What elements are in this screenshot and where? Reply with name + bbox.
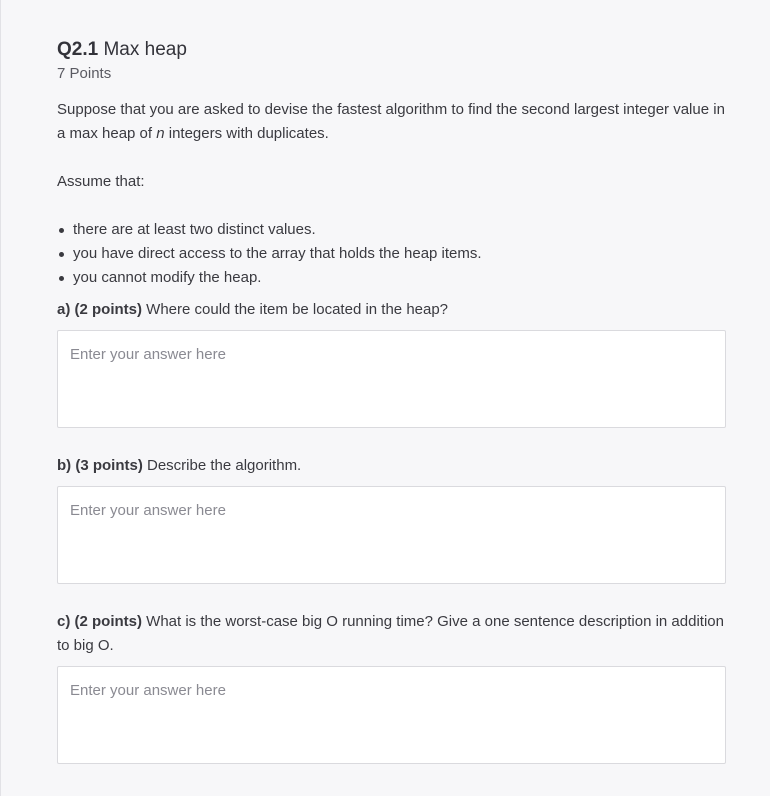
- intro-text-start: Suppose that you are asked to devise the fastest algorithm to find the second largest integer value in a max heap of: [57, 101, 725, 142]
- question-title: [57, 36, 726, 64]
- list-item: [73, 266, 726, 290]
- list-item: [73, 218, 726, 242]
- part-c-prompt-text: What is the worst-case big O running time? Give a one sentence description in addition to big O.: [57, 613, 724, 654]
- assume-label: Assume that:: [57, 173, 145, 190]
- part-a-prompt: [57, 298, 726, 322]
- question-title-text: Max heap: [103, 39, 187, 60]
- bullet-icon: [59, 252, 64, 257]
- part-c: [57, 610, 726, 764]
- part-b-label: b) (3 points): [57, 457, 143, 474]
- part-b: [57, 454, 726, 584]
- bullet-icon: [59, 228, 64, 233]
- part-a-answer-input[interactable]: [57, 330, 726, 428]
- part-a-label: a) (2 points): [57, 301, 142, 318]
- part-c-answer-input[interactable]: [57, 666, 726, 764]
- part-a: [57, 298, 726, 428]
- part-a-prompt-text: Where could the item be located in the heap?: [142, 301, 449, 318]
- intro-text-end: integers with duplicates.: [164, 125, 329, 142]
- assumptions-list: [57, 218, 726, 290]
- question-intro: [57, 98, 726, 146]
- question-panel: [57, 36, 726, 764]
- question-points: 7 Points: [57, 65, 112, 82]
- part-b-prompt-text: Describe the algorithm.: [142, 457, 302, 474]
- list-item-text: you have direct access to the array that holds the heap items.: [73, 245, 482, 262]
- bullet-icon: [59, 276, 64, 281]
- intro-variable-n: n: [156, 125, 165, 142]
- part-c-prompt: [57, 610, 726, 658]
- list-item: [73, 242, 726, 266]
- list-item-text: there are at least two distinct values.: [73, 221, 316, 238]
- left-border: [0, 0, 1, 796]
- part-b-answer-input[interactable]: [57, 486, 726, 584]
- list-item-text: you cannot modify the heap.: [73, 269, 262, 286]
- question-number: Q2.1: [57, 39, 99, 60]
- part-b-prompt: [57, 454, 726, 478]
- part-c-label: c) (2 points): [57, 613, 142, 630]
